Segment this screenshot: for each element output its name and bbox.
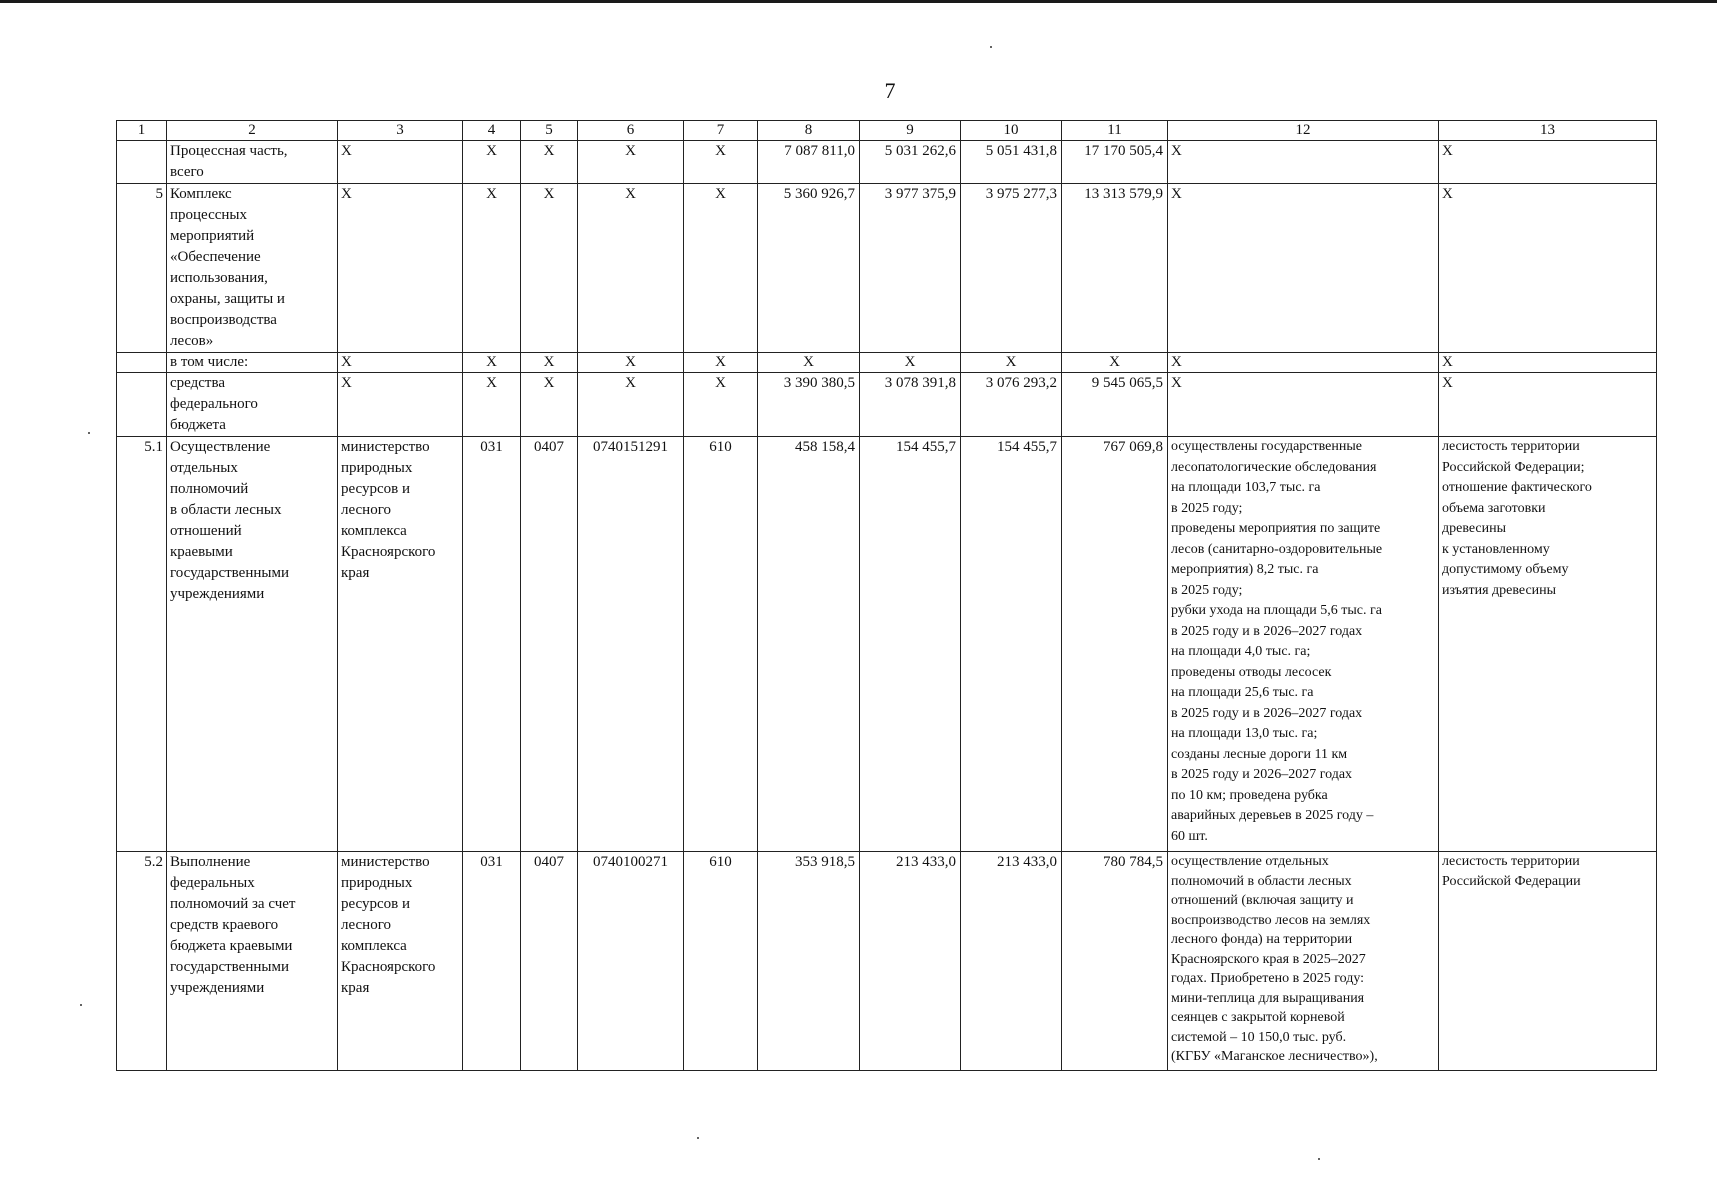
grbs-code: 031: [463, 437, 521, 852]
indicator: X: [1439, 184, 1657, 353]
executor-cell: министерство природных ресурсов и лесного комплекса Красноярского края: [338, 852, 463, 1071]
indicator: лесистость территории Российской Федерации: [1439, 852, 1657, 1071]
program-table: [116, 120, 1657, 1071]
amount-year-1: 7 087 811,0: [758, 141, 860, 184]
row-number: 5: [117, 184, 167, 353]
amount-year-2: X: [860, 353, 961, 373]
scan-top-border: [0, 0, 1717, 3]
expected-result: X: [1168, 353, 1439, 373]
table-row: [117, 437, 1657, 852]
grbs-code: 031: [463, 852, 521, 1071]
target-article-code: 0740151291: [578, 437, 684, 852]
page-number: 7: [884, 78, 896, 103]
amount-total: 9 545 065,5: [1062, 373, 1168, 437]
amount-year-2: 3 977 375,9: [860, 184, 961, 353]
section-code: 0407: [521, 852, 578, 1071]
expected-result: X: [1168, 373, 1439, 437]
target-article-code: X: [578, 353, 684, 373]
column-header: 2: [167, 121, 338, 141]
amount-year-3: 3 975 277,3: [961, 184, 1062, 353]
column-header: 11: [1062, 121, 1168, 141]
amount-year-3: 154 455,7: [961, 437, 1062, 852]
scan-speck: [88, 432, 90, 434]
grbs-code: X: [463, 373, 521, 437]
table-row: [117, 141, 1657, 184]
column-header: 5: [521, 121, 578, 141]
row-number: 5.2: [117, 852, 167, 1071]
amount-year-3: 3 076 293,2: [961, 373, 1062, 437]
amount-year-2: 154 455,7: [860, 437, 961, 852]
section-code: 0407: [521, 437, 578, 852]
scan-speck: [80, 1004, 82, 1006]
table-row: [117, 852, 1657, 1071]
amount-year-1: 5 360 926,7: [758, 184, 860, 353]
row-number: [117, 141, 167, 184]
amount-total: 17 170 505,4: [1062, 141, 1168, 184]
section-code: X: [521, 353, 578, 373]
column-header: 1: [117, 121, 167, 141]
expected-result: осуществлены государственные лесопатологические обследования на площади 103,7 тыс. га в 2025 году; проведены мероприятия по защите лесов (санитарно-оздоровительные мероприятия) 8,2 тыс. га в 2025 году; рубки ухода на площади 5,6 тыс. га в 2025 году и в 2026–2027 годах на площади 4,0 тыс. га; проведены отводы лесосек на площади 25,6 тыс. га в 2025 году и в 2026–2027 годах на площади 13,0 тыс. га; созданы лесные дороги 11 км в 2025 году и 2026–2027 годах по 10 км; проведена рубка аварийных деревьев в 2025 году – 60 шт.: [1168, 437, 1439, 852]
activity-name: Процессная часть, всего: [167, 141, 338, 184]
column-header: 3: [338, 121, 463, 141]
target-article-code: X: [578, 373, 684, 437]
activity-name: Комплекс процессных мероприятий «Обеспечение использования, охраны, защиты и воспроизводства лесов»: [167, 184, 338, 353]
target-article-code: X: [578, 184, 684, 353]
amount-total: X: [1062, 353, 1168, 373]
target-article-code: 0740100271: [578, 852, 684, 1071]
amount-total: 780 784,5: [1062, 852, 1168, 1071]
amount-year-1: 353 918,5: [758, 852, 860, 1071]
row-number: [117, 353, 167, 373]
activity-name: средства федерального бюджета: [167, 373, 338, 437]
column-header: 10: [961, 121, 1062, 141]
amount-year-1: 458 158,4: [758, 437, 860, 852]
row-number: [117, 373, 167, 437]
amount-year-3: X: [961, 353, 1062, 373]
expense-type-code: 610: [684, 852, 758, 1071]
amount-year-2: 213 433,0: [860, 852, 961, 1071]
amount-year-1: 3 390 380,5: [758, 373, 860, 437]
column-header: 4: [463, 121, 521, 141]
grbs-code: X: [463, 353, 521, 373]
amount-year-3: 5 051 431,8: [961, 141, 1062, 184]
column-header: 13: [1439, 121, 1657, 141]
amount-total: 13 313 579,9: [1062, 184, 1168, 353]
expected-result: осуществление отдельных полномочий в области лесных отношений (включая защиту и воспроизводство лесов на землях лесного фонда) на территории Красноярского края в 2025–2027 годах. Приобретено в 2025 году: мини-теплица для выращивания сеянцев с закрытой корневой системой – 10 150,0 тыс. руб. (КГБУ «Маганское лесничество»),: [1168, 852, 1439, 1071]
table-row: [117, 353, 1657, 373]
amount-year-2: 5 031 262,6: [860, 141, 961, 184]
executor-cell: X: [338, 353, 463, 373]
expected-result: X: [1168, 141, 1439, 184]
amount-year-1: X: [758, 353, 860, 373]
column-header: 9: [860, 121, 961, 141]
activity-name: Осуществление отдельных полномочий в области лесных отношений краевыми государственными учреждениями: [167, 437, 338, 852]
indicator: X: [1439, 141, 1657, 184]
row-number: 5.1: [117, 437, 167, 852]
indicator: X: [1439, 373, 1657, 437]
scan-speck: [990, 46, 992, 48]
target-article-code: X: [578, 141, 684, 184]
indicator: лесистость территории Российской Федерации; отношение фактического объема заготовки древесины к установленному допустимому объему изъятия древесины: [1439, 437, 1657, 852]
amount-year-2: 3 078 391,8: [860, 373, 961, 437]
activity-name: в том числе:: [167, 353, 338, 373]
expense-type-code: 610: [684, 437, 758, 852]
column-header: 12: [1168, 121, 1439, 141]
executor-cell: министерство природных ресурсов и лесного комплекса Красноярского края: [338, 437, 463, 852]
activity-name: Выполнение федеральных полномочий за счет средств краевого бюджета краевыми государственными учреждениями: [167, 852, 338, 1071]
scan-speck: [697, 1137, 699, 1139]
section-code: X: [521, 373, 578, 437]
amount-total: 767 069,8: [1062, 437, 1168, 852]
column-header: 8: [758, 121, 860, 141]
column-number-row: [117, 121, 1657, 141]
grbs-code: X: [463, 184, 521, 353]
indicator: X: [1439, 353, 1657, 373]
expected-result: X: [1168, 184, 1439, 353]
expense-type-code: X: [684, 373, 758, 437]
expense-type-code: X: [684, 141, 758, 184]
table-row: [117, 184, 1657, 353]
scan-speck: [1318, 1158, 1320, 1160]
table-row: [117, 373, 1657, 437]
column-header: 7: [684, 121, 758, 141]
column-header: 6: [578, 121, 684, 141]
grbs-code: X: [463, 141, 521, 184]
executor-cell: X: [338, 141, 463, 184]
amount-year-3: 213 433,0: [961, 852, 1062, 1071]
executor-cell: X: [338, 184, 463, 353]
section-code: X: [521, 184, 578, 353]
expense-type-code: X: [684, 353, 758, 373]
executor-cell: X: [338, 373, 463, 437]
expense-type-code: X: [684, 184, 758, 353]
section-code: X: [521, 141, 578, 184]
